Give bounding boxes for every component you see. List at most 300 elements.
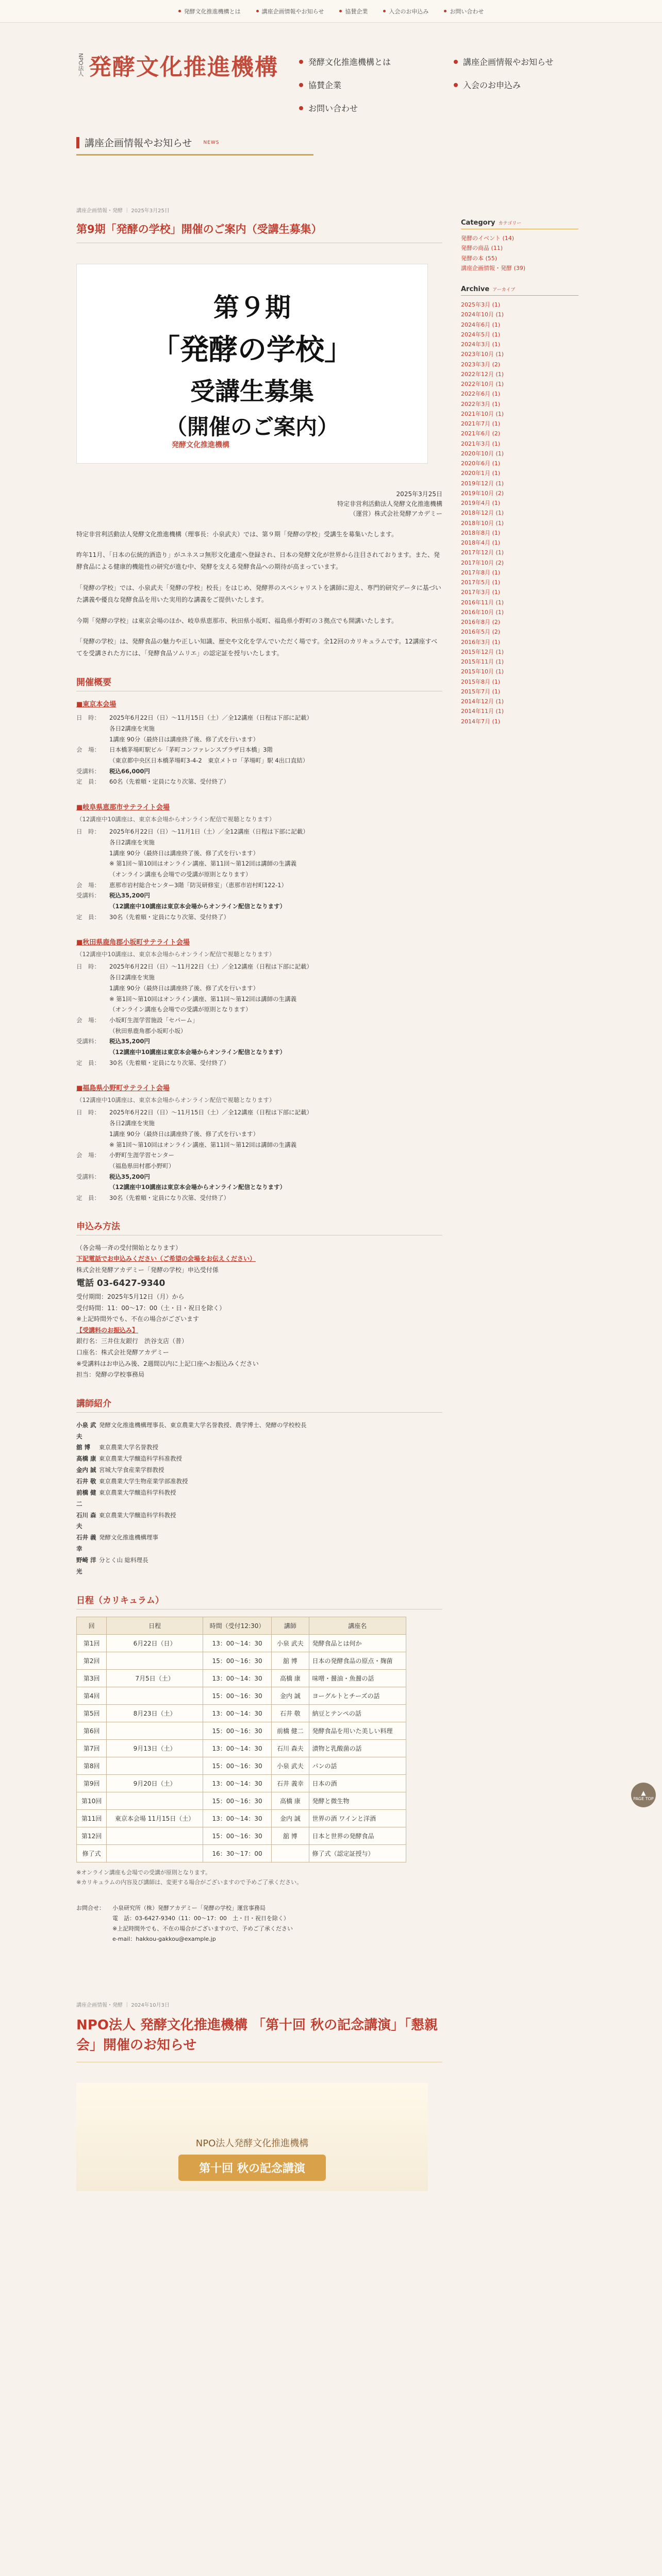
archive-item [461,568,578,578]
archive-item [461,479,578,488]
schedule-cell: 第11回 [77,1809,107,1827]
course-detail-value: 30名（先着順・定員になり次第、受付終了） [109,1194,230,1201]
archive-link[interactable]: 2021年3月 (1) [461,440,501,447]
schedule-cell: 修了式（認定証授与） [309,1844,406,1862]
schedule-cell: 9月13日（土） [107,1739,203,1757]
course-name: ■秋田県鹿角郡小坂町サテライト会場 [76,939,190,947]
top-nav-link[interactable]: 講座企画情報やお知らせ [256,7,324,15]
global-nav-link[interactable]: 講座企画情報やお知らせ [454,56,557,67]
archive-item [461,349,578,359]
apply-line: 【受講料のお振込み】 [76,1326,139,1334]
archive-item [461,627,578,637]
course-details [76,1107,442,1203]
course-detail-value: 2025年6月22日（日）〜11月1日（土）／全12講座（日程は下部に記載） 各日2講座を実施 1講座 90分（最終日は講座終了後、修了式を行います） ※ 第1回〜第10回はオンライン講座、第11回〜第12回は講師の生講義 （オンライン講座も会場での受講が原則となります） [109,828,309,878]
course-list [76,699,442,1204]
archive-link[interactable]: 2020年6月 (1) [461,460,501,467]
course-detail-key: 会 場： [76,1016,100,1024]
apply-heading: 申込み方法 [76,1219,442,1235]
post-intro [76,529,442,659]
global-nav-link[interactable]: 協賛企業 [299,79,454,91]
schedule-cell: ヨーグルトとチーズの話 [309,1687,406,1704]
category-widget [461,219,578,273]
schedule-notes [76,1868,442,1888]
archive-link[interactable]: 2018年4月 (1) [461,539,501,546]
archive-link[interactable]: 2014年11月 (1) [461,708,504,715]
archive-heading: Archive アーカイブ [461,285,578,296]
page-heading [76,131,313,156]
hero-line-1: 第９期 [213,292,291,323]
archive-link[interactable]: 2017年10月 (2) [461,559,504,566]
schedule-cell: 13：00〜14：30 [203,1809,271,1827]
top-utility-nav [0,0,662,23]
schedule-cell: 13：00〜14：30 [203,1634,271,1652]
archive-link[interactable]: 2017年8月 (1) [461,569,501,576]
top-nav-link[interactable]: 入会のお申込み [383,7,428,15]
archive-item [461,468,578,478]
archive-item [461,300,578,310]
schedule-cell: 漬物と乳酸菌の話 [309,1739,406,1757]
archive-item [461,399,578,409]
archive-link[interactable]: 2016年8月 (2) [461,619,501,625]
archive-link[interactable]: 2025年3月 (1) [461,301,501,308]
archive-link[interactable]: 2014年12月 (1) [461,698,504,705]
category-list [461,233,578,273]
category-item [461,233,578,243]
schedule-cell [107,1792,203,1809]
schedule-cell: 第9回 [77,1774,107,1792]
schedule-note: ※オンライン講座も会場での受講が原則となります。 [76,1869,211,1876]
schedule-cell: 世界の酒 ワインと洋酒 [309,1809,406,1827]
course-detail-key: 日 時： [76,1109,100,1116]
archive-link[interactable]: 2020年10月 (1) [461,450,504,457]
archive-link[interactable]: 2024年5月 (1) [461,331,501,338]
archive-item [461,706,578,716]
course-detail-key: 会 場： [76,746,100,754]
schedule-cell: 第2回 [77,1652,107,1669]
archive-item [461,498,578,508]
course-detail-key: 受講料： [76,767,100,775]
course-detail-value: 60名（先着順・定員になり次第、受付終了） [109,778,230,786]
schedule-cell [107,1844,203,1862]
archive-item [461,687,578,697]
schedule-heading: 日程（カリキュラム） [76,1593,442,1609]
archive-item [461,657,578,667]
archive-link[interactable]: 2019年4月 (1) [461,500,501,506]
archive-item [461,459,578,468]
intro-paragraph: 今期「発酵の学校」は東京会場のほか、岐阜県恵那市、秋田県小坂町、福島県小野町の３拠点でも開講いたします。 [76,617,398,624]
category-link[interactable]: 講座企画情報・発酵 (39) [461,264,526,272]
course-detail-key: 日 時： [76,714,100,722]
schedule-cell [107,1722,203,1739]
schedule-cell [107,1652,203,1669]
next-post-title[interactable]: NPO法人 発酵文化推進機構 「第十回 秋の記念講演」「懇親会」開催のお知らせ [76,2015,442,2062]
schedule-cell: 13：00〜14：30 [203,1774,271,1792]
schedule-cell: 味噌・醤油・魚醤の話 [309,1669,406,1687]
heading-accent-bar [76,137,79,148]
schedule-cell: 15：00〜16：30 [203,1652,271,1669]
lecturer-title: 発酵文化推進機構理事 [99,1534,158,1541]
schedule-cell: 第8回 [77,1757,107,1774]
contact-lines [112,1903,442,1944]
course-detail-value: 小坂町生涯学習施設「セパーム」 （秋田県鹿角郡小坂町小坂） [109,1016,198,1035]
schedule-cell: 6月22日（日） [107,1634,203,1652]
archive-item [461,369,578,379]
archive-link[interactable]: 2016年10月 (1) [461,608,504,616]
archive-link[interactable]: 2015年8月 (1) [461,678,501,685]
archive-link[interactable]: 2021年7月 (1) [461,420,501,427]
archive-item [461,488,578,498]
apply-line: 受付期間：2025年5月12日（月）から [76,1293,185,1300]
course-details [76,961,442,1068]
course-detail-value: 税込66,000円 [109,767,150,775]
lecturer-name: 石井 敬 [76,1477,96,1485]
lecturer-title: 東京農業大学名誉教授 [99,1444,158,1451]
contact-line: e-mail：hakkou-gakkou@example.jp [112,1935,216,1942]
contact-line: 電 話：03-6427-9340（11：00〜17：00 土・日・祝日を除く） [112,1914,289,1922]
archive-link[interactable]: 2022年10月 (1) [461,381,504,387]
schedule-cell: 発酵食品を用いた美しい料理 [309,1722,406,1739]
schedule-cell: 13：00〜14：30 [203,1669,271,1687]
archive-link[interactable]: 2019年12月 (1) [461,480,504,487]
archive-item [461,419,578,429]
archive-link[interactable]: 2022年6月 (1) [461,391,501,398]
hero-line-3: 受講生募集 [190,377,314,406]
global-nav-link[interactable]: 入会のお申込み [454,79,557,91]
archive-item [461,360,578,369]
intro-paragraph: 「発酵の学校」は、発酵食品の魅力や正しい知識、歴史や文化を学んでいただく場です。全12回のカリキュラムです。12講座すべてを受講された方には、「発酵食品ソムリエ」の認定証を授与いたします。 [76,638,438,657]
schedule-cell: 日本の発酵食品の原点・麹菌 [309,1652,406,1669]
category-heading: Category カテゴリー [461,219,578,229]
archive-link[interactable]: 2017年12月 (1) [461,549,504,556]
lecturer-list [76,1420,442,1578]
next-post-meta: 講座企画情報・発酵 ｜ 2024年10月3日 [76,2003,170,2009]
archive-link[interactable]: 2024年6月 (1) [461,321,501,328]
course-detail-value: 税込35,200円 （12講座中10講座は東京本会場からオンライン配信となります） [109,1038,286,1056]
page-top-label: PAGE TOP [633,1796,654,1801]
global-nav-link[interactable]: お問い合わせ [299,102,454,114]
archive-item [461,449,578,459]
course-block [76,937,442,1068]
arrow-up-icon: ▲ [641,1789,646,1797]
date-block-line: （運営）株式会社発酵アカデミー [350,510,442,518]
schedule-cell: 第10回 [77,1792,107,1809]
apply-line: 下記電話でお申込みください（ご希望の会場をお伝えください） [76,1255,256,1263]
lecturer-name: 舘 博 [76,1444,91,1451]
apply-note: （各会場一斉の受付開始となります） [76,1244,182,1251]
archive-item [461,409,578,419]
schedule-cell: パンの話 [309,1757,406,1774]
schedule-cell: 前橋 健二 [272,1722,309,1739]
course-detail-key: 日 時： [76,828,100,836]
lecturer-title: 東京農業大学醸造科学科准教授 [99,1455,182,1463]
archive-item [461,607,578,617]
archive-link[interactable]: 2016年11月 (1) [461,599,504,606]
apply-line: 口座名：株式会社発酵アカデミー [76,1348,169,1356]
next-post [76,2001,442,2191]
archive-item [461,538,578,548]
schedule-note: ※カリキュラムの内容及び講師は、変更する場合がございますので予めご了承ください。 [76,1879,303,1886]
archive-item [461,558,578,568]
schedule-row [77,1774,406,1792]
schedule-cell: 15：00〜16：30 [203,1757,271,1774]
archive-item [461,320,578,330]
archive-item [461,389,578,399]
sidebar [461,219,578,739]
course-note: （12講座中10講座は、東京本会場からオンライン配信で視聴となります） [76,1096,275,1104]
archive-link[interactable]: 2021年10月 (1) [461,410,504,417]
schedule-cell: 第5回 [77,1704,107,1722]
lecturers-heading: 講師紹介 [76,1396,442,1413]
schedule-cell: 高橋 康 [272,1669,309,1687]
schedule-cell: 修了式 [77,1844,107,1862]
schedule-cell: 舘 博 [272,1827,309,1844]
archive-link[interactable]: 2024年3月 (1) [461,341,501,348]
top-nav-link[interactable]: お問い合わせ [444,7,484,15]
lecturer-name: 石井 義幸 [76,1534,96,1553]
apply-line: 担当：発酵の学校事務局 [76,1371,145,1379]
archive-link[interactable]: 2022年12月 (1) [461,370,504,378]
next-post-image-text: NPO法人発酵文化推進機構 [195,2138,309,2149]
hero-line-4: （開催のご案内） [165,414,339,439]
schedule-cell [107,1757,203,1774]
course-detail-value: 30名（先着順・定員になり次第、受付終了） [109,1059,230,1066]
schedule-header-row [77,1617,406,1634]
archive-item [461,518,578,528]
archive-item [461,508,578,518]
category-item [461,253,578,263]
schedule-cell: 石川 森夫 [272,1739,309,1757]
archive-link[interactable]: 2018年8月 (1) [461,529,501,536]
schedule-cell: 9月20日（土） [107,1774,203,1792]
course-detail-value: 小野町生涯学習センター （福島県田村郡小野町） [109,1151,175,1170]
schedule-cell: 15：00〜16：30 [203,1687,271,1704]
archive-link[interactable]: 2018年12月 (1) [461,510,504,517]
apply-line: 銀行名：三井住友銀行 渋谷支店（普） [76,1337,188,1345]
archive-item [461,310,578,319]
schedule-cell: 第6回 [77,1722,107,1739]
contact-label: お問合せ： [76,1905,105,1912]
course-detail-key: 定 員： [76,1059,100,1066]
schedule-cell [107,1687,203,1704]
schedule-cell: 15：00〜16：30 [203,1827,271,1844]
schedule-cell: 発酵と微生物 [309,1792,406,1809]
archive-item [461,717,578,726]
schedule-cell: 13：00〜14：30 [203,1704,271,1722]
archive-item [461,598,578,607]
contact-line: ※上記時間外でも、不在の場合がございますので、予めご了承ください [112,1925,293,1932]
schedule-row [77,1722,406,1739]
page-top-button[interactable] [631,1783,656,1807]
schedule-table [76,1617,406,1862]
archive-link[interactable]: 2014年7月 (1) [461,718,501,725]
post-article [76,206,442,1944]
archive-link[interactable]: 2019年10月 (2) [461,489,504,497]
lecturer-title: 東京農業大学醸造科学科教授 [99,1511,176,1519]
schedule-cell: 納豆とテンペの話 [309,1704,406,1722]
course-detail-value: 税込35,200円 （12講座中10講座は東京本会場からオンライン配信となります） [109,1173,286,1191]
course-detail-key: 日 時： [76,963,100,971]
schedule-header-cell: 回 [77,1617,107,1634]
archive-link[interactable]: 2023年3月 (2) [461,361,501,368]
schedule-row [77,1827,406,1844]
archive-item [461,379,578,389]
lecturer-title: 東京農業大学生物産業学部准教授 [99,1477,188,1485]
apply-details [76,1253,442,1381]
schedule-row [77,1652,406,1669]
schedule-cell: 第7回 [77,1739,107,1757]
archive-list [461,300,578,726]
schedule-cell: 発酵食品とは何か [309,1634,406,1652]
schedule-header-cell: 日程 [107,1617,203,1634]
outline-heading: 開催概要 [76,675,442,691]
archive-link[interactable]: 2022年3月 (1) [461,400,501,408]
course-detail-value: 恵那市岩村総合センター3階「防災研修室」（恵那市岩村町122-1） [109,881,288,889]
schedule-row [77,1704,406,1722]
date-block-line: 特定非営利活動法人発酵文化推進機構 [337,500,442,508]
apply-line: 電話 03-6427-9340 [76,1278,166,1289]
post-title: 第9期「発酵の学校」開催のご案内（受講生募集） [76,221,442,243]
archive-link[interactable]: 2024年10月 (1) [461,311,504,318]
archive-item [461,667,578,676]
apply-line: ※上記時間外でも、不在の場合がございます [76,1315,200,1323]
lecturer-name: 金内 誠 [76,1466,96,1474]
archive-item [461,330,578,340]
global-nav [299,56,557,114]
schedule-row [77,1669,406,1687]
date-block-line: 2025年3月25日 [396,490,442,498]
archive-item [461,578,578,587]
course-detail-key: 会 場： [76,1151,100,1159]
schedule-cell: 16：30〜17：00 [203,1844,271,1862]
course-detail-value: 30名（先着順・定員になり次第、受付終了） [109,913,230,921]
schedule-cell [107,1827,203,1844]
category-item [461,263,578,273]
archive-link[interactable]: 2023年10月 (1) [461,351,504,358]
schedule-cell: 日本の酒 [309,1774,406,1792]
intro-paragraph: 昨年11月、「日本の伝統的酒造り」がユネスコ無形文化遺産へ登録され、日本の発酵文化が世界から注目されております。また、発酵食品による健康的機能性の研究が進む中、発酵を支える発酵食品への期待が高まっています。 [76,551,440,571]
top-nav-link[interactable]: 発酵文化推進機構とは [178,7,241,15]
site-logo[interactable] [76,48,285,81]
schedule-cell: 13：00〜14：30 [203,1739,271,1757]
archive-link[interactable]: 2016年5月 (2) [461,629,501,636]
course-detail-value: 2025年6月22日（日）〜11月15日（土）／全12講座（日程は下部に記載） 各日2講座を実施 1講座 90分（最終日は講座終了後、修了式を行います） ※ 第1回〜第10回はオンライン講座、第11回〜第12回は講師の生講義 [109,1109,313,1148]
schedule-header-cell: 講師 [272,1617,309,1634]
schedule-cell: 15：00〜16：30 [203,1792,271,1809]
archive-link[interactable]: 2015年11月 (1) [461,658,504,665]
lecturer-title: 宮城大学食産業学群教授 [99,1466,164,1474]
lecturer-name: 石川 森夫 [76,1511,96,1530]
top-nav-link[interactable]: 協賛企業 [339,7,368,15]
schedule-row [77,1634,406,1652]
schedule-cell: 第12回 [77,1827,107,1844]
archive-link[interactable]: 2020年1月 (1) [461,470,501,477]
archive-link[interactable]: 2018年10月 (1) [461,519,504,527]
schedule-cell: 東京本会場 11月15日（土） [107,1809,203,1827]
schedule-cell: 小泉 武夫 [272,1757,309,1774]
apply-line: 受付時間：11：00〜17：00（土・日・祝日を除く） [76,1304,226,1312]
schedule-cell: 8月23日（土） [107,1704,203,1722]
archive-widget [461,285,578,726]
post-meta: 講座企画情報・発酵 ｜ 2025年3月25日 [76,208,170,214]
course-detail-key: 定 員： [76,1194,100,1201]
course-details [76,713,442,787]
archive-item [461,429,578,438]
archive-item [461,617,578,627]
schedule-cell: 7月5日（土） [107,1669,203,1687]
category-link[interactable]: 発酵のイベント (14) [461,235,515,242]
lecturer-title: 分とく山 総料理長 [99,1556,148,1564]
lecturer-name: 前橋 健二 [76,1488,96,1507]
course-detail-value: 日本橋茅場町駅ビル「茅町コンファレンスプラザ日本橋」3階 （東京都中央区日本橋茅場町3-4-2 東京メトロ「茅場町」駅 4出口直結） [109,746,309,765]
course-block [76,1082,442,1203]
category-link[interactable]: 発酵の本 (55) [461,255,498,262]
contact-block [76,1903,442,1944]
schedule-cell: 小泉 武夫 [272,1634,309,1652]
lecturer-title: 発酵文化推進機構理事長、東京農業大学名誉教授、農学博士、発酵の学校校長 [99,1421,307,1429]
post-date-block [76,489,442,519]
archive-item [461,697,578,706]
archive-item [461,587,578,597]
archive-link[interactable]: 2015年10月 (1) [461,668,504,675]
course-detail-key: 受講料： [76,892,100,900]
schedule-header-cell: 時間（受付12:30） [203,1617,271,1634]
schedule-cell: 金内 誠 [272,1809,309,1827]
course-name: ■東京本会場 [76,700,117,708]
schedule-header-cell: 講座名 [309,1617,406,1634]
hero-logo-badge: 発酵文化推進機構 [172,441,229,449]
archive-link[interactable]: 2015年12月 (1) [461,648,504,655]
main-content [76,206,442,2191]
archive-link[interactable]: 2017年5月 (1) [461,579,501,586]
logo-text: 発酵文化推進機構 [89,54,278,80]
schedule-cell: 日本と世界の発酵食品 [309,1827,406,1844]
archive-link[interactable]: 2016年3月 (1) [461,638,501,646]
intro-paragraph: 「発酵の学校」では、小泉武夫「発酵の学校」校長」をはじめ、発酵界のスペシャリストを講師に迎え、専門的研究データに基づいた講義や優良な発酵食品を用いた実用的な講義をご提供いたします。 [76,584,441,603]
lecturer-name: 高橋 康 [76,1455,96,1463]
archive-link[interactable]: 2015年7月 (1) [461,688,501,695]
category-link[interactable]: 発酵の商品 (11) [461,245,503,252]
archive-item [461,677,578,687]
course-detail-key: 会 場： [76,881,100,889]
course-detail-key: 定 員： [76,913,100,921]
next-post-image-pill: 第十回 秋の記念講演 [178,2155,326,2181]
hero-image [76,264,428,464]
lecturer-name: 野崎 洋光 [76,1556,96,1575]
course-detail-key: 受講料： [76,1173,100,1180]
schedule-row [77,1792,406,1809]
logo-npo-label: NPO法人 [77,53,84,77]
next-post-image [76,2083,428,2191]
course-detail-value: 2025年6月22日（日）〜11月15日（土）／全12講座（日程は下部に記載） 各日2講座を実施 1講座 90分（最終日は講座終了後、修了式を行います） [109,714,313,743]
intro-paragraph: 特定非営利活動法人発酵文化推進機構（理事長：小泉武夫）では、第９期「発酵の学校」受講生を募集いたします。 [76,530,398,538]
schedule-cell: 高橋 康 [272,1792,309,1809]
archive-link[interactable]: 2021年6月 (2) [461,430,501,437]
global-nav-link[interactable]: 発酵文化推進機構とは [299,56,454,67]
archive-item [461,439,578,449]
schedule-row [77,1844,406,1862]
schedule-row [77,1687,406,1704]
schedule-cell: 金内 誠 [272,1687,309,1704]
archive-link[interactable]: 2017年3月 (1) [461,589,501,596]
lecturer-title: 東京農業大学醸造科学科教授 [99,1488,176,1496]
archive-item [461,548,578,557]
schedule-cell: 石井 敬 [272,1704,309,1722]
schedule-row [77,1809,406,1827]
apply-line: 株式会社発酵アカデミー「発酵の学校」申込受付係 [76,1266,219,1274]
course-name: ■岐阜県恵那市サテライト会場 [76,804,170,812]
course-details [76,826,442,922]
course-note: （12講座中10講座は、東京本会場からオンライン配信で視聴となります） [76,950,275,958]
